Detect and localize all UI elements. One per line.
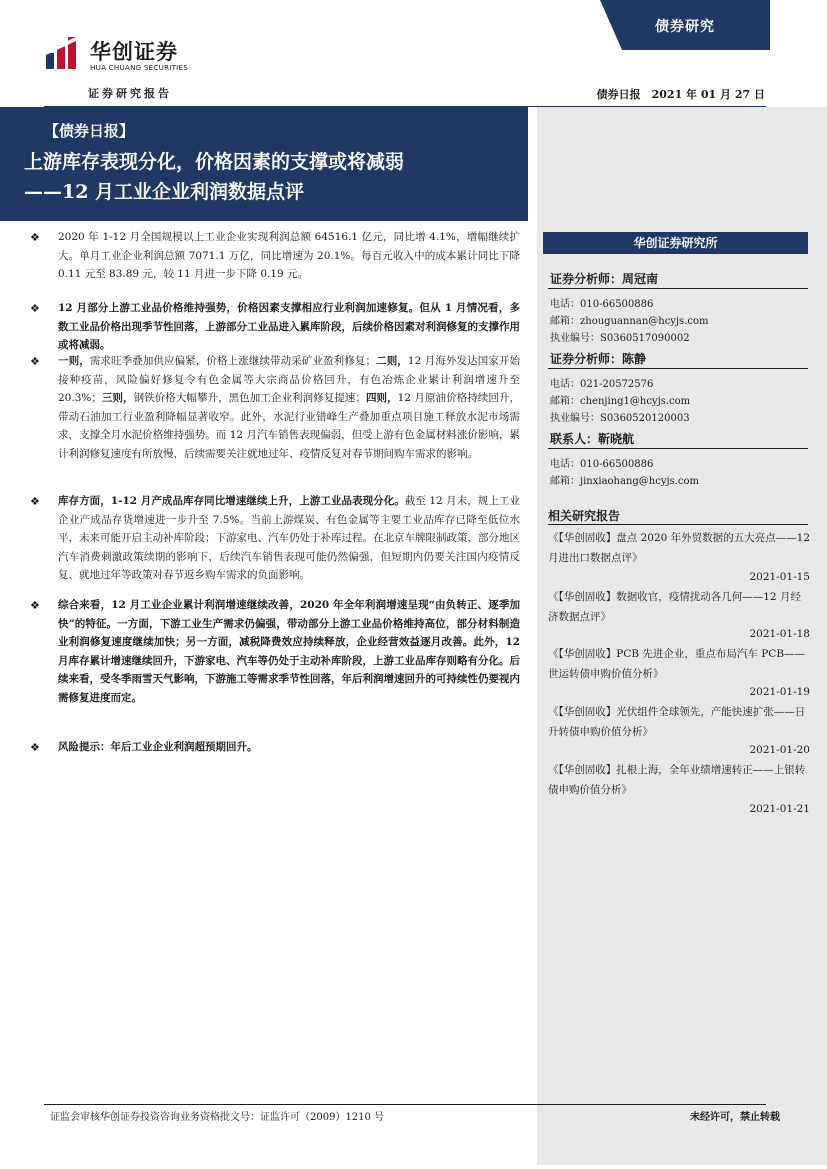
summary-paragraph-3	[58, 352, 520, 464]
bullet-diamond-icon: ❖	[30, 302, 40, 315]
inventory-lead: 库存方面，1-12 月产成品库存同比增速继续上升，上游工业品表现分化。	[58, 495, 405, 507]
report-series: 证券研究报告	[88, 87, 172, 100]
related-report-link[interactable]: 《【华创固收】盘点 2020 年外贸数据的五大亮点——12 月进出口数据点评》	[548, 532, 811, 564]
contact-phone: 电话：010-66500886	[550, 459, 654, 470]
copyright-note: 未经许可，禁止转载	[690, 1112, 780, 1123]
related-report-date: 2021-01-18	[749, 628, 810, 640]
point-4-lead: 四则，	[365, 392, 398, 405]
analyst-1-email: 邮箱：zhouguannan@hcyjs.com	[550, 316, 709, 327]
point-1-lead: 一则，	[58, 355, 90, 367]
contact-email: 邮箱：jinxiaohang@hcyjs.com	[550, 476, 700, 487]
related-report-link[interactable]: 《【华创固收】扎根上海，全年业绩增速转正——上银转债申购价值分析》	[548, 764, 806, 796]
title-line-2: ——12 月工业企业利润数据点评	[24, 181, 305, 203]
summary-paragraph-4	[58, 492, 520, 585]
related-report-date: 2021-01-20	[749, 744, 810, 756]
bullet-diamond-icon: ❖	[30, 355, 40, 368]
related-reports-title: 相关研究报告	[548, 509, 621, 523]
title-line-1: 上游库存表现分化，价格因素的支撑或将减弱	[24, 151, 405, 173]
license-note: 证监会审核华创证券投资咨询业务资格批文号：证监许可（2009）1210 号	[50, 1112, 385, 1123]
summary-paragraph-5: 综合来看，12 月工业企业累计利润增速继续改善，2020 年全年利润增速呈现“由负转正、逐季加快”的特征。一方面，下游工业生产需求仍偏强，带动部分上游工业品价格维持高位，部分材料制造业利润修复速度继续加快；另一方面，减税降费效应持续释放，企业经营效益逐月改善。此外，12 月库存累计增速继续回升，下游家电、汽车等仍处于主动补库阶段，上游工业品库存则略有分化。后续来看，受冬季雨雪天气影响，下游施工等需求季节性回落，年后利润增速回升的可持续性仍要视内需修复进度而定。	[58, 599, 520, 704]
point-3-lead: 三则，	[101, 392, 134, 405]
analyst-2-divider	[548, 368, 808, 369]
bullet-diamond-icon: ❖	[30, 495, 40, 508]
point-2-lead: 二则，	[375, 355, 408, 367]
point-4-text: 12 月原油价格持续回升，带动石油加工行业盈利降幅显著收窄。此外，水泥行业错峰生产叠加重点项目施工释放水泥市场需求，支撑全月水泥价格维持强势。而 12 月汽车销售表现偏弱，但受上游有色金属材料涨价影响，累计利润修复速度有所放慢，后续需要关注就地过年、疫情反复对春节期间购车需求的影响。	[58, 392, 520, 460]
related-report-date: 2021-01-15	[749, 571, 810, 583]
analyst-1-divider	[548, 288, 808, 289]
report-title	[24, 147, 524, 207]
contact-title: 联系人：靳晓航	[550, 432, 635, 446]
point-1-text: 需求旺季叠加供应偏紧，价格上涨继续带动采矿业盈利修复；	[89, 355, 376, 367]
related-report-link[interactable]: 《【华创固收】数据收官，疫情扰动各几何——12 月经济数据点评》	[548, 591, 801, 623]
logo-text-en: HUA CHUANG SECURITIES	[90, 63, 189, 72]
title-tag: 【债券日报】	[44, 122, 135, 140]
risk-warning: 风险提示：年后工业企业利润超预期回升。	[58, 741, 258, 753]
contact-divider	[548, 448, 808, 449]
report-date: 债券日报 2021 年 01 月 27 日	[596, 88, 765, 101]
footer-divider	[44, 1104, 766, 1105]
summary-paragraph-2: 12 月部分上游工业品价格维持强势，价格因素支撑相应行业利润加速修复。但从 1 月情况看，多数工业品价格出现季节性回落，上游部分工业品进入累库阶段，后续价格因素对利润修复的支撑作用或将减弱。	[58, 302, 520, 352]
inventory-text: 截至 12 月末，规上工业企业产成品存货增速进一步升至 7.5%。当前上游煤炭、有色金属等主要工业品库存已降至低位水平，未来可能开启主动补库阶段；下游家电、汽车仍处于补库过程。在北京车牌限制政策、部分地区汽车消费刺激政策续期的影响下，后续汽车销售表现可能仍然偏强，但短期内仍要关注国内疫情反复、就地过年等政策对春节返乡购车需求的负面影响。	[58, 495, 520, 582]
institute-header: 华创证券研究所	[543, 232, 808, 254]
analyst-2-email: 邮箱：chenjing1@hcyjs.com	[550, 396, 691, 407]
bullet-diamond-icon: ❖	[30, 741, 40, 754]
related-report-date: 2021-01-21	[749, 803, 810, 815]
summary-paragraph-1: 2020 年 1-12 月全国规模以上工业企业实现利润总额 64516.1 亿元，同比增 4.1%，增幅继续扩大。单月工业企业利润总额 7071.1 万亿，同比增速为 20.1%。每百元收入中的成本累计同比下降 0.11 元至 83.89 元，较 11 月进一步下降 0.19 元。	[58, 231, 520, 281]
related-report-link[interactable]: 《【华创固收】PCB 先进企业，重点布局汽车 PCB——世运转债申购价值分析》	[548, 648, 806, 680]
analyst-2-phone: 电话：021-20572576	[550, 379, 654, 390]
analyst-1-phone: 电话：010-66500886	[550, 299, 654, 310]
bullet-diamond-icon: ❖	[30, 231, 40, 244]
logo-text-cn: 华创证券	[90, 40, 178, 64]
analyst-1-title: 证券分析师：周冠南	[550, 272, 659, 286]
category-tag: 债券研究	[655, 19, 715, 35]
related-report-link[interactable]: 《【华创固收】光伏组件全球领先，产能快速扩张——日升转债申购价值分析》	[548, 706, 806, 738]
analyst-2-title: 证券分析师：陈静	[550, 352, 647, 366]
point-2-text: 12 月海外发达国家开始接种疫苗，风险偏好修复令有色金属等大宗商品价格回升，有色冶炼企业累计利润增速升至 20.3%；	[58, 355, 521, 405]
analyst-2-license: 执业编号：S0360520120003	[550, 413, 690, 424]
logo-mark-icon	[44, 35, 80, 71]
point-3-text: 钢铁价格大幅攀升，黑色加工企业利润修复提速；	[133, 392, 366, 405]
analyst-1-license: 执业编号：S0360517090002	[550, 333, 690, 344]
related-report-date: 2021-01-19	[749, 686, 810, 698]
bullet-diamond-icon: ❖	[30, 599, 40, 612]
related-divider	[548, 524, 808, 525]
